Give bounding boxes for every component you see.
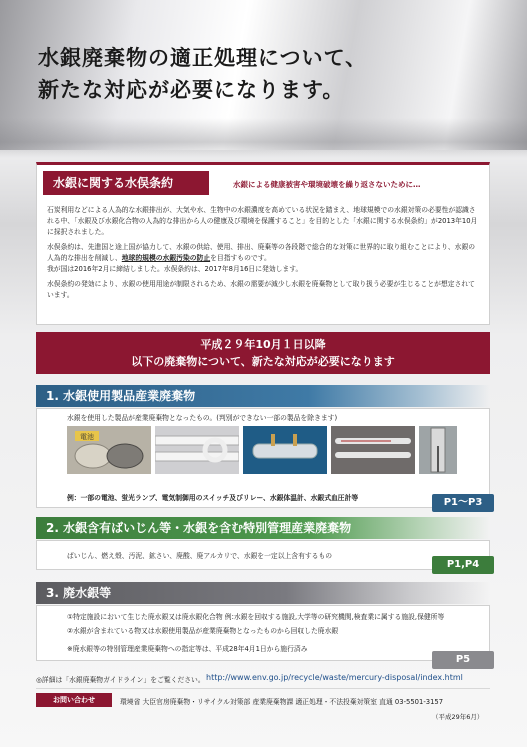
- treaty-paragraph-3: 我が国は2016年2月に締結しました。水俣条約は、2017年8月16日に発効します。: [47, 265, 303, 273]
- notice-banner: [36, 332, 490, 374]
- section-1-header: 1. 水銀使用製品産業廃棄物: [36, 385, 490, 407]
- section-3-box: [36, 605, 490, 661]
- notice-banner-line1: 平成２９年10月１日以降: [200, 338, 326, 351]
- contact-label: お問い合わせ: [36, 693, 112, 707]
- page-title-line2: 新たな対応が必要になります。: [38, 78, 345, 102]
- section-3-note: ※廃水銀等の特別管理産業廃棄物への指定等は、平成28年4月1日から施行済み: [67, 645, 308, 653]
- guideline-link[interactable]: http://www.env.go.jp/recycle/waste/mercury-disposal/index.html: [206, 673, 463, 682]
- treaty-paragraph-2: [47, 242, 481, 275]
- blood-pressure-meter-photo: [419, 426, 457, 474]
- treaty-paragraph-2c: を目指すものです。: [210, 254, 271, 262]
- treaty-paragraph-1: 石炭利用などによる人為的な水銀排出が、大気や水、生物中の水銀濃度を高めている状況を踏まえ、地球規模での水銀対策の必要性が認識される中、「水銀及び水銀化合物の人為的な排出から人の健康及び環境を保護すること」を目的とした「水銀に関する水俣条約」が2013年10月に採択されました。: [47, 206, 478, 236]
- battery-label: 電池: [80, 433, 94, 441]
- treaty-emphasis: 地球的規模の水銀汚染の防止: [121, 254, 211, 262]
- section-3-item2: ②水銀が含まれている物又は水銀使用製品が産業廃棄物となったものから回収した廃水銀: [67, 627, 339, 635]
- publish-date: （平成29年6月）: [432, 713, 484, 721]
- treaty-paragraph-4: 水俣条約の発効により、水銀の使用用途が制限されるため、水銀の需要が減少し水銀を廃棄物として取り扱う必要が生じることが想定されています。: [47, 280, 475, 299]
- section-1-box: [36, 408, 490, 508]
- treaty-header: 水銀に関する水俣条約: [43, 171, 209, 195]
- hero-shine: [0, 118, 527, 158]
- section-2-box: [36, 540, 490, 570]
- section-3-page-tag: P5: [432, 651, 494, 669]
- section-2-page-tag: P1,P4: [432, 556, 494, 574]
- page-title: [38, 42, 508, 106]
- notice-banner-line2: 以下の廃棄物について、新たな対応が必要になります: [131, 355, 395, 368]
- section-2-header: 2. 水銀含有ばいじん等・水銀を含む特別管理産業廃棄物: [36, 517, 490, 539]
- section-2-text: ばいじん、燃え殻、汚泥、鉱さい、廃酸、廃アルカリで、水銀を一定以上含有するもの: [67, 552, 333, 560]
- thermometer-photo: [331, 426, 415, 474]
- section-3-header: 3. 廃水銀等: [36, 582, 490, 604]
- page-title-line1: 水銀廃棄物の適正処理について、: [38, 46, 368, 70]
- contact-info: 環境省 大臣官房廃棄物・リサイクル対策部 産業廃棄物課 適正処理・不法投棄対策室 直通 03-5501-3157: [120, 698, 444, 706]
- footer-divider: [36, 688, 490, 689]
- section-1-intro: 水銀を使用した製品が産業廃棄物となったもの。(判別ができない一部の製品を除きます): [67, 414, 338, 422]
- treaty-paragraph-2a: 水俣条約は、先進国と途上国が協力して、水銀の供給、使用、排出、廃棄等の各段階で総合的な対策に世界的に取り組むことにより、水銀の人為的な排出を削減し、: [47, 243, 476, 262]
- fluorescent-lamp-photo: [155, 426, 239, 474]
- section-1-page-tag: P1〜P3: [432, 494, 494, 512]
- section-1-example: 例：一部の電池、蛍光ランプ、電気制御用のスイッチ及びリレー、水銀体温計、水銀式血圧計等: [67, 494, 359, 502]
- treaty-body: [47, 205, 481, 305]
- guideline-note: ◎詳細は「水銀廃棄物ガイドライン」をご覧ください。: [36, 676, 205, 684]
- section-3-item1: ①特定施設において生じた廃水銀又は廃水銀化合物 例:水銀を回収する施設,大学等の研究機関,検査業に属する施設,保健所等: [67, 613, 445, 621]
- battery-photo: [67, 426, 151, 474]
- switch-relay-photo: [243, 426, 327, 474]
- treaty-panel: [36, 162, 490, 325]
- treaty-subheader: 水銀による健康被害や環境破壊を繰り返さないために…: [233, 180, 421, 189]
